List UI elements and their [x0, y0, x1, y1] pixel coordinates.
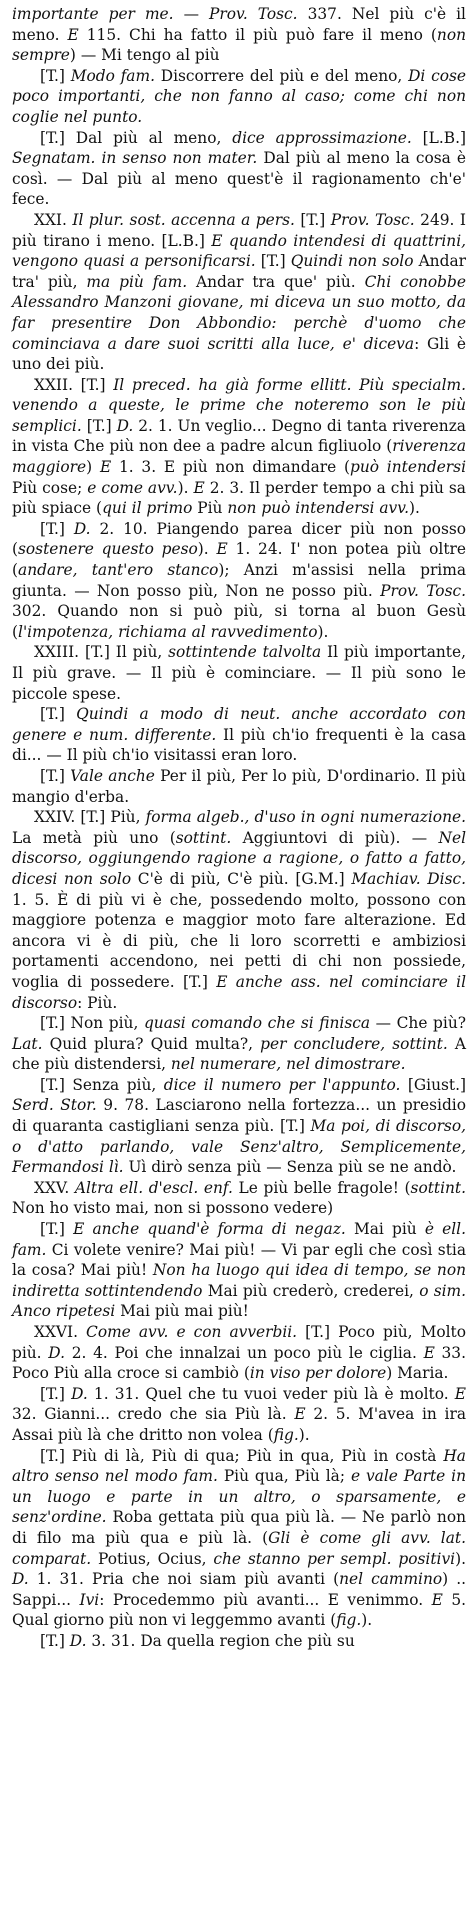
entry-paragraph: XXII. [T.] Il preced. ha già forme ellitt. Più specialm. venendo a queste, le prime che noteremo son le più semplici. [T.] D. 2. 1. Un veglio... Degno di tanta riverenza in vista Che più non dee a padre alcun figliuolo (riverenza maggiore) E 1. 3. E più non dimandare (può intendersi Più cose; e come avv.). E 2. 3. Il perder tempo a chi più sa più spiace (qui il primo Più non può intendersi avv.). [12, 375, 466, 518]
entry-paragraph: XXIV. [T.] Più, forma algeb., d'uso in ogni numerazione. La metà più uno (sottint. Aggiuntovi di più). — Nel discorso, oggiungendo ragione a ragione, o fatto a fatto, dicesi non solo C'è di più, C'è più. [G.M.] Machiav. Disc. 1. 5. È di più vi è che, possedendo molto, possono con maggiore potenza e maggior moto fare alterazione. Ed ancora vi è di più, che li loro scorretti e ambiziosi portamenti accendono, nei petti di chi non possiede, voglia di possedere. [T.] E anche ass. nel cominciare il discorso: Più. [12, 808, 467, 1012]
entry-paragraph: [T.] D. 1. 31. Quel che tu vuoi veder più là è molto. E 32. Gianni... credo che sia Più là. E 2. 5. M'avea in ira Assai più là che dritto non volea (fig.). [12, 1384, 467, 1444]
entry-paragraph: [T.] Senza più, dice il numero per l'appunto. [Giust.] Serd. Stor. 9. 78. Lasciarono nella fortezza... un presidio di quaranta castigliani senza più. [T.] Ma poi, di discorso, o d'atto parlando, vale Senz'altro, Semplicemente, Fermandosi lì. Uì dirò senza più — Senza più se ne andò. [12, 1075, 466, 1177]
entry-paragraph: [T.] D. 2. 10. Piangendo parea dicer più non posso (sostenere questo peso). E 1. 24. I' non potea più oltre (andare, tant'ero stanco); Anzi m'assisi nella prima giunta. — Non posso più, Non ne posso più. Prov. Tosc. 302. Quando non si può più, si torna al buon Gesù (l'impotenza, richiama al ravvedimento). [12, 519, 467, 641]
entry-paragraph: XXI. Il plur. sost. accenna a pers. [T.] Prov. Tosc. 249. I più tirano i meno. [L.B.] E quando intendesi di quattrini, vengono quasi a personificarsi. [T.] Quindi non solo Andar tra' più, ma più fam. Andar tra que' più. Chi conobbe Alessandro Manzoni giovane, mi diceva un suo motto, da far presentire Don Abbondio: perchè d'uomo che cominciava a dare suoi scritti alla luce, e' diceva: Gli è uno dei più. [12, 210, 467, 374]
entry-paragraph: XXVI. Come avv. e con avverbii. [T.] Poco più, Molto più. D. 2. 4. Poi che innalzai un poco più le ciglia. E 33. Poco Più alla croce si cambiò (in viso per dolore) Maria. [12, 1323, 466, 1383]
entry-paragraph: [T.] Non più, quasi comando che si finisca — Che più? Lat. Quid plura? Quid multa?, per concludere, sottint. A che più distendersi, nel numerare, nel dimostrare. [12, 1014, 466, 1074]
entry-paragraph: XXV. Altra ell. d'escl. enf. Le più belle fragole! (sottint. Non ho visto mai, non si possono vedere) [12, 1178, 466, 1218]
entry-paragraph: [T.] Dal più al meno, dice approssimazione. [L.B.] Segnatam. in senso non mater. Dal più al meno la cosa è così. — Dal più al meno quest'è il ragionamento ch'e' fece. [12, 128, 467, 209]
entry-paragraph: [T.] Modo fam. Discorrere del più e del meno, Di cose poco importanti, che non fanno al caso; come chi non coglie nel punto. [12, 66, 466, 126]
entry-paragraph: importante per me. — Prov. Tosc. 337. Nel più c'è il meno. E 115. Chi ha fatto il più può fare il meno (non sempre) — Mi tengo al più [12, 5, 466, 65]
entry-paragraph: [T.] D. 3. 31. Da quella region che più su [40, 1631, 355, 1650]
entry-paragraph: [T.] E anche quand'è forma di negaz. Mai più è ell. fam. Ci volete venire? Mai più! — Vi par egli che così stia la cosa? Mai più! Non ha luogo qui idea di tempo, se non indiretta sottintendendo Mai più crederò, crederei, o sim. Anco ripetesi Mai più mai più! [12, 1220, 467, 1321]
entry-paragraph: XXIII. [T.] Il più, sottintende talvolta Il più importante, Il più grave. — Il più è cominciare. — Il più sono le piccole spese. [12, 643, 466, 703]
entry-paragraph: [T.] Più di là, Più di qua; Più in qua, Più in costà Ha altro senso nel modo fam. Più qua, Più là; e vale Parte in un luogo e parte in un altro, o sparsamente, e senz'ordine. Roba gettata più qua più là. — Ne parlò non di filo ma più qua e più là. (Gli è come gli avv. lat. comparat. Potius, Ocius, che stanno per sempl. positivi). D. 1. 31. Pria che noi siam più avanti (nel cammino) .. Sappi... Ivi: Procedemmo più avanti... E venimmo. E 5. Qual giorno più non vi leggemmo avanti (fig.). [12, 1446, 466, 1630]
entry-paragraph: [T.] Quindi a modo di neut. anche accordato con genere e num. differente. Il più ch'io frequenti è la casa di... — Il più ch'io visitassi eran loro. [12, 705, 466, 765]
entry-paragraph: [T.] Vale anche Per il più, Per lo più, D'ordinario. Il più mangio d'erba. [12, 766, 466, 806]
